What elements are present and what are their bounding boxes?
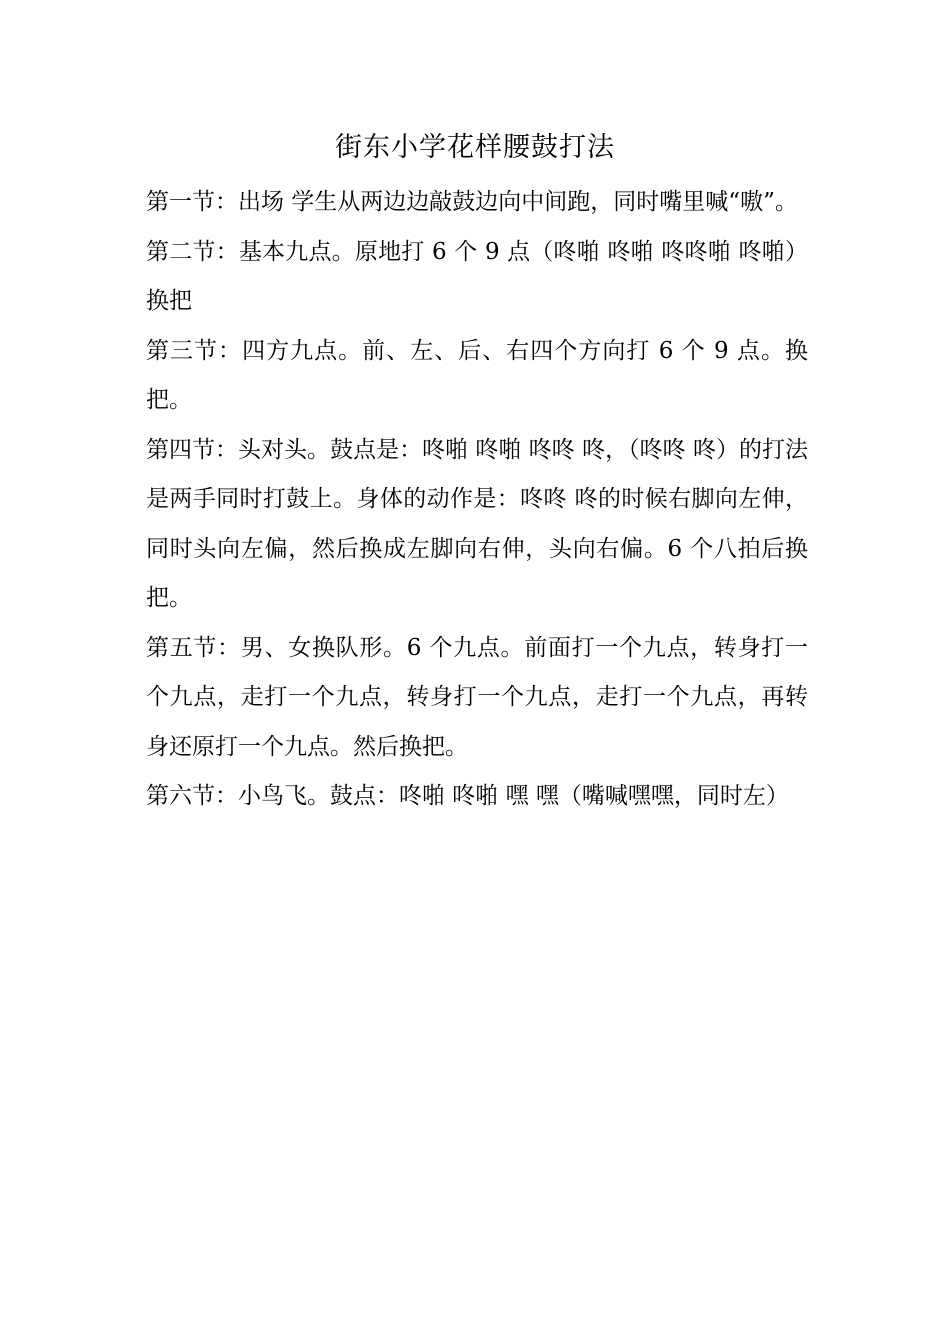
paragraph-section-6: 第六节：小鸟飞。鼓点：咚啪 咚啪 嘿 嘿（嘴喊嘿嘿，同时左） bbox=[146, 783, 789, 809]
paragraph-section-5: 第五节：男、女换队形。6 个九点。前面打一个九点，转身打一个九点，走打一个九点，转身打一个九点，走打一个九点，再转身还原打一个九点。然后换把。 bbox=[146, 634, 808, 760]
paragraph-section-2: 第二节：基本九点。原地打 6 个 9 点（咚啪 咚啪 咚咚啪 咚啪）换把 bbox=[146, 238, 808, 314]
paragraph-section-1: 第一节：出场 学生从两边边敲鼓边向中间跑，同时嘴里喊“嗷”。 bbox=[146, 189, 798, 215]
paragraph-section-4: 第四节：头对头。鼓点是：咚啪 咚啪 咚咚 咚，（咚咚 咚）的打法是两手同时打鼓上。身体的动作是：咚咚 咚的时候右脚向左伸，同时头向左偏，然后换成左脚向右伸，头向右偏。6 个八拍后换把。 bbox=[146, 436, 808, 611]
paragraph-section-3: 第三节：四方九点。前、左、后、右四个方向打 6 个 9 点。换把。 bbox=[146, 337, 808, 413]
document-title: 街东小学花样腰鼓打法 bbox=[335, 132, 615, 163]
document-body bbox=[146, 178, 808, 822]
